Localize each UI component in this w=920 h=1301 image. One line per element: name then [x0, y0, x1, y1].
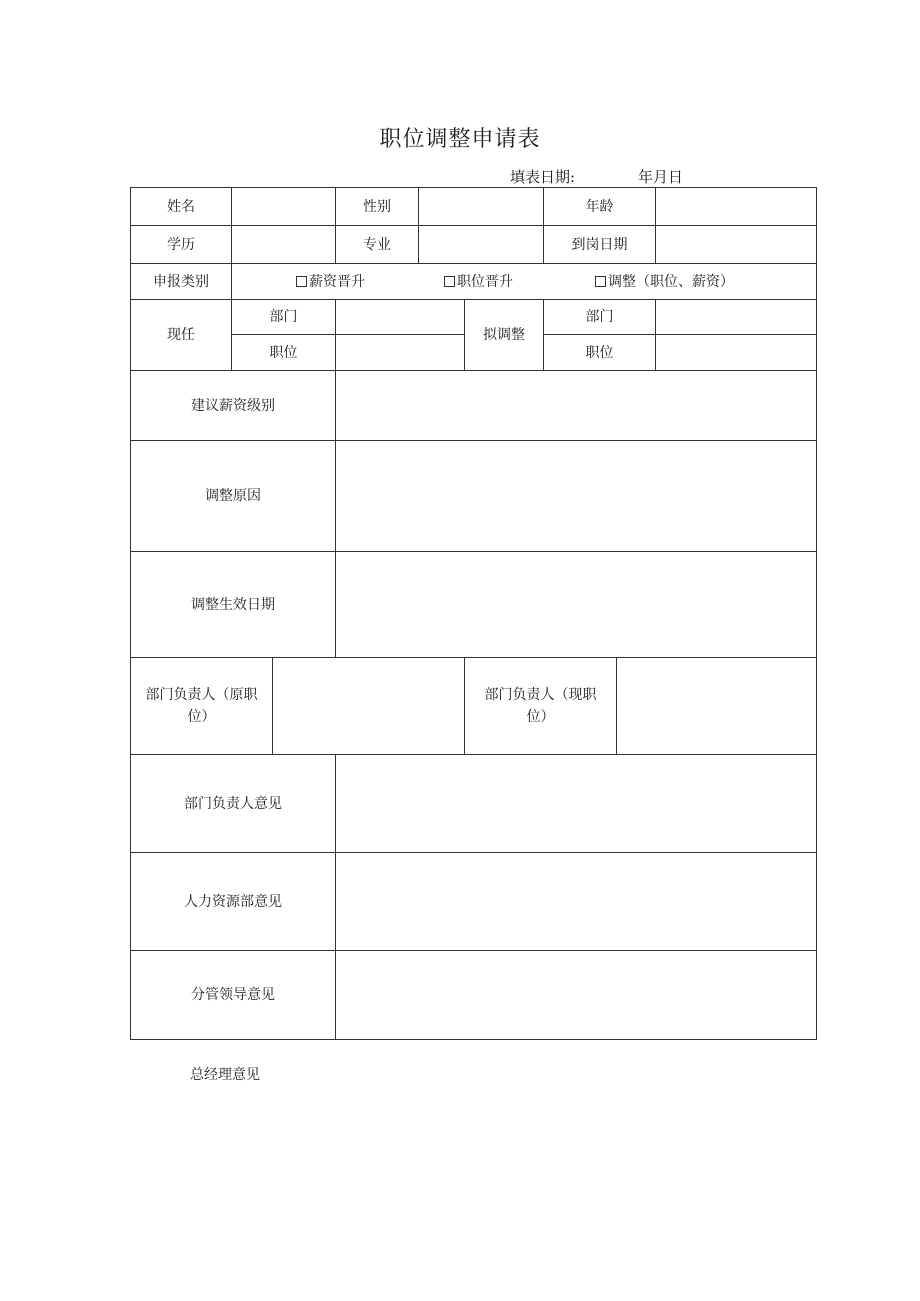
- salary-level-field[interactable]: [336, 371, 816, 440]
- proposed-department-label: 部门: [585, 309, 614, 325]
- reason-field[interactable]: [336, 441, 816, 551]
- current-department-field[interactable]: [336, 300, 464, 334]
- proposed-position-label: 职位: [585, 344, 614, 361]
- age-label: 年龄: [585, 198, 614, 215]
- reason-label: 调整原因: [205, 488, 261, 504]
- name-field[interactable]: [232, 188, 335, 225]
- checkbox-icon[interactable]: [296, 276, 307, 287]
- option-salary-promotion[interactable]: [296, 264, 386, 299]
- option-position-promotion[interactable]: [444, 264, 534, 299]
- fill-date-ymd: 年月日: [638, 168, 684, 186]
- proposed-position-field[interactable]: [656, 335, 816, 370]
- proposed-department-field[interactable]: [656, 300, 816, 334]
- age-field[interactable]: [656, 188, 816, 225]
- hr-opinion-label: 人力资源部意见: [184, 893, 282, 910]
- current-label: 现任: [167, 327, 195, 343]
- effective-date-field[interactable]: [336, 552, 816, 657]
- name-label: 姓名: [167, 198, 195, 215]
- education-field[interactable]: [232, 226, 335, 263]
- head-opinion-field[interactable]: [336, 755, 816, 852]
- arrival-date-field[interactable]: [656, 226, 816, 263]
- gm-opinion-label: 总经理意见: [190, 1067, 260, 1083]
- current-department-label: 部门: [269, 309, 298, 325]
- category-label: 申报类别: [153, 273, 209, 290]
- salary-level-label: 建议薪资级别: [191, 397, 275, 414]
- gender-label: 性别: [363, 198, 391, 215]
- leader-opinion-field[interactable]: [336, 951, 816, 1039]
- arrival-date-label: 到岗日期: [571, 236, 628, 253]
- fill-date-label: 填表日期:: [510, 168, 576, 186]
- head-current-label: 部门负责人（现职位）: [484, 687, 597, 725]
- form-title: 职位调整申请表: [379, 127, 541, 152]
- option-adjust[interactable]: [595, 264, 775, 299]
- current-position-field[interactable]: [336, 335, 464, 370]
- effective-date-label: 调整生效日期: [191, 596, 275, 613]
- major-label: 专业: [363, 236, 391, 253]
- application-table: [130, 187, 817, 1040]
- education-label: 学历: [167, 236, 195, 253]
- head-opinion-label: 部门负责人意见: [184, 795, 282, 812]
- col-divider: [231, 263, 232, 299]
- major-field[interactable]: [419, 226, 543, 263]
- gender-field[interactable]: [419, 188, 543, 225]
- proposed-label: 拟调整: [483, 327, 525, 343]
- checkbox-icon[interactable]: [444, 276, 455, 287]
- option-label: 职位晋升: [457, 273, 513, 290]
- option-label: 薪资晋升: [309, 273, 365, 290]
- checkbox-icon[interactable]: [595, 276, 606, 287]
- hr-opinion-field[interactable]: [336, 853, 816, 950]
- current-position-label: 职位: [269, 344, 298, 361]
- option-label: 调整（职位、薪资）: [608, 273, 734, 290]
- head-original-label: 部门负责人（原职位）: [145, 687, 258, 725]
- leader-opinion-label: 分管领导意见: [191, 987, 275, 1003]
- head-current-field[interactable]: [617, 658, 816, 754]
- head-original-field[interactable]: [273, 658, 464, 754]
